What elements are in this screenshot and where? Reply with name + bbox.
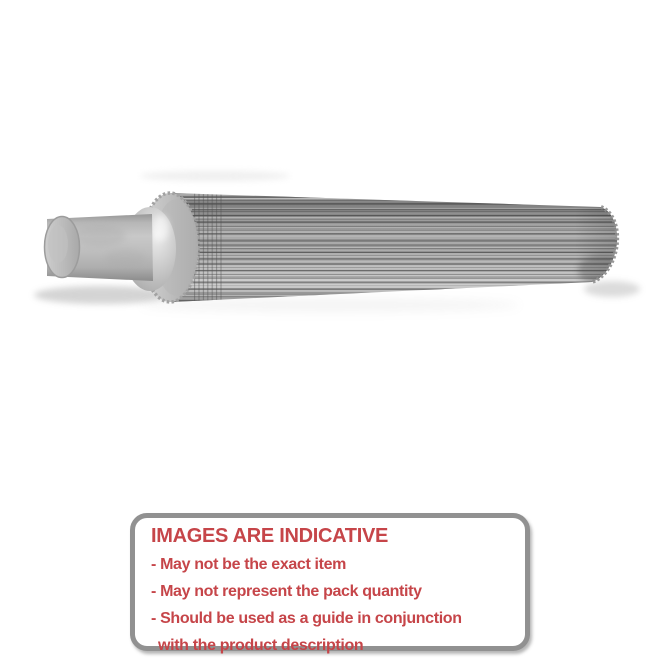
disclaimer-line-2: - May not represent the pack quantity (151, 583, 422, 600)
toothed-bar (144, 188, 630, 308)
shadow-under-right-end (584, 281, 640, 297)
pilot-shaft (45, 214, 154, 281)
disclaimer-line-1: - May not be the exact item (151, 556, 347, 573)
disclaimer-box (130, 513, 530, 654)
disclaimer-line-3: - Should be used as a guide in conjunction (151, 610, 462, 627)
disclaimer-title: IMAGES ARE INDICATIVE (151, 525, 389, 547)
reflection-smudge (140, 171, 290, 181)
disclaimer-line-4: with the product description (158, 637, 364, 654)
